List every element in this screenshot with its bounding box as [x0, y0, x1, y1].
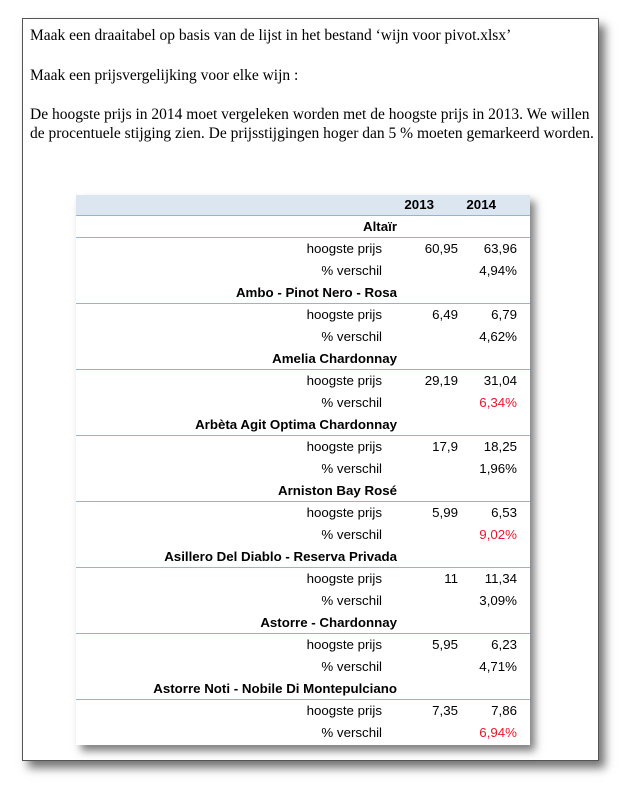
document-page [22, 18, 599, 761]
percent-difference: 9,02% [479, 527, 517, 542]
price-2013: 29,19 [424, 373, 458, 388]
price-2014: 6,79 [491, 307, 517, 322]
price-label: hoogste prijs [306, 439, 382, 454]
diff-row [76, 326, 530, 348]
wine-name: Arniston Bay Rosé [278, 483, 397, 498]
diff-label: % verschil [321, 329, 382, 344]
wine-name: Ambo - Pinot Nero - Rosa [235, 285, 397, 300]
diff-row [76, 656, 530, 678]
price-2013: 17,9 [432, 439, 458, 454]
wine-group [76, 612, 530, 678]
diff-label: % verschil [321, 461, 382, 476]
wine-name: Altaïr [363, 219, 397, 234]
price-2013: 5,99 [432, 505, 458, 520]
price-label: hoogste prijs [306, 241, 382, 256]
percent-difference: 6,34% [479, 395, 517, 410]
price-2013: 7,35 [432, 703, 458, 718]
percent-difference: 6,94% [479, 725, 517, 740]
price-2014: 6,53 [491, 505, 517, 520]
price-2013: 11 [444, 571, 458, 586]
price-label: hoogste prijs [306, 505, 382, 520]
price-row [76, 568, 530, 590]
price-label: hoogste prijs [306, 637, 382, 652]
price-2014: 7,86 [491, 703, 517, 718]
price-label: hoogste prijs [306, 373, 382, 388]
wine-name: Amelia Chardonnay [272, 351, 397, 366]
wine-group [76, 216, 530, 282]
wine-name: Astorre Noti - Nobile Di Montepulciano [153, 681, 397, 696]
wine-name: Astorre - Chardonnay [260, 615, 397, 630]
wine-group [76, 348, 530, 414]
price-row [76, 436, 530, 458]
price-row [76, 502, 530, 524]
diff-label: % verschil [321, 527, 382, 542]
diff-label: % verschil [321, 593, 382, 608]
price-row [76, 634, 530, 656]
price-row [76, 238, 530, 260]
diff-row [76, 392, 530, 414]
diff-row [76, 590, 530, 612]
instruction-line-2: Maak een prijsvergelijking voor elke wijn : [30, 67, 299, 84]
price-2013: 5,95 [432, 637, 458, 652]
price-row [76, 700, 530, 722]
price-2013: 6,49 [432, 307, 458, 322]
price-2014: 11,34 [484, 571, 517, 586]
price-label: hoogste prijs [306, 307, 382, 322]
diff-label: % verschil [321, 725, 382, 740]
diff-label: % verschil [321, 263, 382, 278]
diff-label: % verschil [321, 395, 382, 410]
wine-group [76, 414, 530, 480]
price-2014: 6,23 [491, 637, 517, 652]
wine-group [76, 678, 530, 744]
price-2013: 60,95 [424, 241, 458, 256]
price-label: hoogste prijs [306, 571, 382, 586]
wine-group [76, 480, 530, 546]
instruction-line-1: Maak een draaitabel op basis van de lijst in het bestand ‘wijn voor pivot.xlsx’ [30, 27, 512, 44]
column-header-2013: 2013 [404, 197, 434, 212]
diff-row [76, 524, 530, 546]
price-2014: 31,04 [483, 373, 517, 388]
wine-name: Arbèta Agit Optima Chardonnay [195, 417, 397, 432]
wine-group [76, 546, 530, 612]
price-2014: 63,96 [483, 241, 517, 256]
wine-name: Asillero Del Diablo - Reserva Privada [164, 549, 397, 564]
pivot-table-screenshot [76, 195, 530, 745]
pivot-body [76, 216, 530, 744]
price-label: hoogste prijs [306, 703, 382, 718]
column-header-2014: 2014 [466, 197, 496, 212]
instruction-line-3: De hoogste prijs in 2014 moet vergeleken worden met de hoogste prijs in 2013. We willen de procentuele stijging zien. De prijsstijgingen hoger dan 5 % moeten gemarkeerd worden. [30, 106, 594, 142]
percent-difference: 4,71% [479, 659, 517, 674]
price-row [76, 304, 530, 326]
diff-row [76, 722, 530, 744]
percent-difference: 3,09% [479, 593, 517, 608]
diff-row [76, 458, 530, 480]
pivot-header-row [76, 195, 530, 216]
percent-difference: 1,96% [479, 461, 517, 476]
diff-row [76, 260, 530, 282]
percent-difference: 4,62% [479, 329, 517, 344]
wine-group [76, 282, 530, 348]
percent-difference: 4,94% [479, 263, 517, 278]
diff-label: % verschil [321, 659, 382, 674]
price-2014: 18,25 [483, 439, 517, 454]
price-row [76, 370, 530, 392]
